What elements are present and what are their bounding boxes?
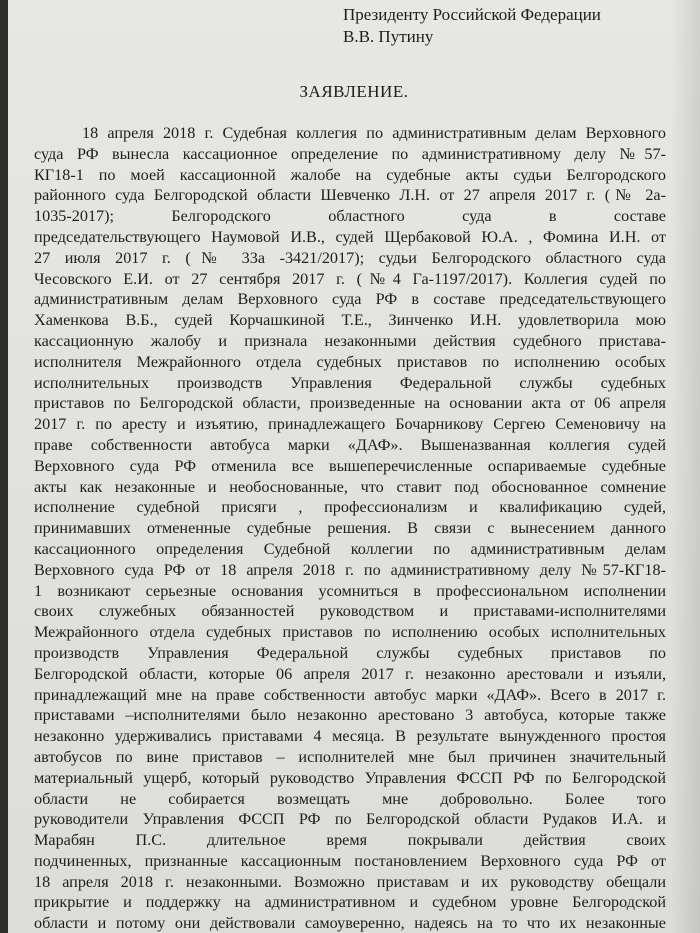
body-text-line: КГ18-1 по моей кассационной жалобе на судебные акты судьи Белгородского <box>34 165 666 184</box>
body-text-line: Хаменкова В.Б., судей Корчашкиной Т.Е., Зинченко И.Н. удовлетворила мою <box>34 311 666 330</box>
document-title: ЗАЯВЛЕНИЕ. <box>299 82 409 101</box>
body-text-line: подчиненных, признанные кассационным постановлением Верховного суда РФ от <box>34 851 666 870</box>
document-body <box>34 123 666 933</box>
body-text-line: Межрайонного отдела судебных приставов по исполнению особых исполнительных <box>34 623 666 642</box>
body-text-line: районного суда Белгородской области Шевченко Л.Н. от 27 апреля 2017 г. (№ 2а- <box>34 186 666 205</box>
body-text-line: Чесовского Е.И. от 27 сентября 2017 г. (№4 Га-1197/2017). Коллегия судей по <box>34 269 666 288</box>
body-text-line: приставами –исполнителями было незаконно арестовано 3 автобуса, которые также <box>34 706 666 725</box>
body-text-line: прикрытие и поддержку на административном и судебном уровне Белгородской <box>34 893 666 912</box>
body-text-line: 1 возникают серьезные основания усомниться в профессиональном исполнении <box>34 581 666 600</box>
body-text-line: незаконно удерживались приставами 4 месяца. В результате вынужденного простоя <box>34 727 666 746</box>
document-page <box>8 0 700 933</box>
addressee-line-1: Президенту Российской Федерации <box>343 5 601 24</box>
addressee-block <box>343 4 601 48</box>
body-text-line: акты как незаконные и необоснованные, что ставит под обоснованное сомнение <box>34 477 666 496</box>
body-text-line: 2017 г. по аресту и изъятию, принадлежащего Бочарникову Сергею Семеновичу на <box>34 415 666 434</box>
body-text-line: руководители Управления ФССП РФ по Белгородской области Рудаков И.А. и <box>34 810 666 829</box>
body-text-line: 1035-2017); Белгородского областного суда в составе <box>34 207 666 226</box>
body-text-line: председательствующего Наумовой И.В., судей Щербаковой Ю.А. , Фомина И.Н. от <box>34 227 666 246</box>
page-shadow <box>670 0 700 933</box>
addressee-line-2: В.В. Путину <box>343 27 434 46</box>
body-text-line: 27 июля 2017 г. (№ 33а -3421/2017); судьи Белгородского областного суда <box>34 248 666 267</box>
body-text-line: производств Управления Федеральной службы судебных приставов по <box>34 643 666 662</box>
body-text-line: Белгородской области, которые 06 апреля 2017 г. незаконно арестовали и изъяли, <box>34 664 666 683</box>
body-text-line: 18 апреля 2018 г. незаконными. Возможно приставам и их руководству обещали <box>34 872 666 891</box>
body-text-line: кассационного определения Судебной коллегии по административным делам <box>34 539 666 558</box>
body-text-line: Марабян П.С. длительное время покрывали действия своих <box>34 831 666 850</box>
body-text-line: области и потому они действовали самоуверенно, надеясь на то что их незаконные <box>34 914 666 933</box>
body-text-line: Верховного суда РФ от 18 апреля 2018 г. по административному делу №57-КГ18- <box>34 560 666 579</box>
body-text-line: исполнительных производств Управления Федеральной службы судебных <box>34 373 666 392</box>
body-text-line: приставов по Белгородской области, произведенные на основании акта от 06 апреля <box>34 394 666 413</box>
body-text-line: автобусов по вине приставов – исполнителей мне был причинен значительный <box>34 747 666 766</box>
body-text-line: Верховного суда РФ отменила все вышеперечисленные оспариваемые судебные <box>34 456 666 475</box>
body-text-line: праве собственности автобуса марки «ДАФ». Вышеназванная коллегия судей <box>34 435 666 454</box>
body-text-line: кассационную жалобу и признала незаконными действия судебного пристава- <box>34 331 666 350</box>
body-text-line: материальный ущерб, который руководство Управления ФССП РФ по Белгородской <box>34 768 666 787</box>
body-text-line: 18 апреля 2018 г. Судебная коллегия по административным делам Верховного <box>82 124 666 142</box>
body-text-line: административным делам Верховного суда РФ в составе председательствующего <box>34 290 666 309</box>
body-text-line: исполнение судебной присяги , профессионализм и квалификацию судей, <box>34 498 666 517</box>
body-text-line: суда РФ вынесла кассационное определение по административному делу №57- <box>34 144 666 163</box>
body-text-line: исполнителя Межрайонного отдела судебных приставов по исполнению особых <box>34 352 666 371</box>
body-text-line: своих служебных обязанностей руководством и приставами-исполнителями <box>34 602 666 621</box>
body-text-line: принадлежащий мне на праве собственности автобус марки «ДАФ». Всего в 2017 г. <box>34 685 666 704</box>
body-text-line: области не собирается возмещать мне добровольно. Более того <box>34 789 666 808</box>
body-text-line: принимавших отмененные судебные решения. В связи с вынесением данного <box>34 519 666 538</box>
